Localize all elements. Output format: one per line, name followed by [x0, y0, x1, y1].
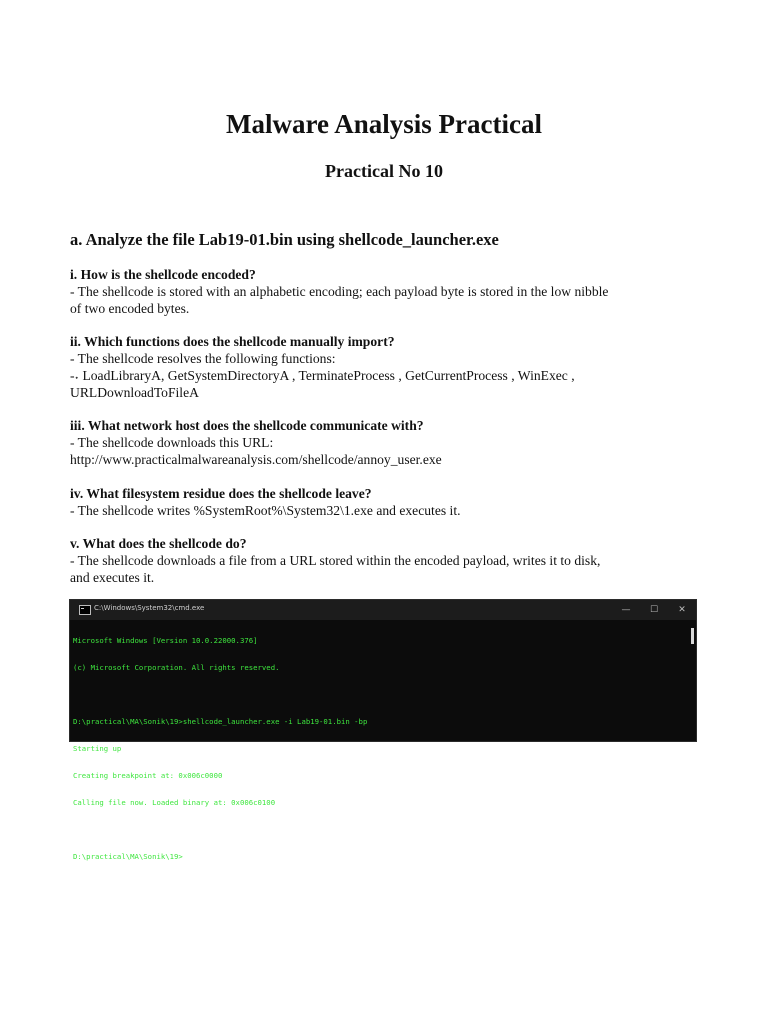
terminal-line-2: (c) Microsoft Corporation. All rights reserved.	[73, 663, 280, 672]
question-block-5	[70, 535, 695, 586]
terminal-title: C:\Windows\System32\cmd.exe	[94, 604, 205, 612]
cmd-icon	[79, 605, 91, 615]
terminal-line-6: Creating breakpoint at: 0x006c0000	[73, 771, 223, 780]
terminal-line-9: D:\practical\MA\Sonik\19>	[73, 852, 183, 861]
document-title: Malware Analysis Practical	[226, 109, 542, 139]
terminal-scroll-thumb[interactable]	[691, 628, 694, 644]
question-4: iv. What filesystem residue does the shellcode leave?	[70, 486, 372, 501]
maximize-button[interactable]: ☐	[649, 605, 659, 615]
question-5: v. What does the shellcode do?	[70, 536, 247, 551]
question-3: iii. What network host does the shellcode communicate with?	[70, 418, 424, 433]
answer-5-line-1: - The shellcode downloads a file from a URL stored within the encoded payload, writes it to disk,	[70, 553, 601, 568]
terminal-line-5: Starting up	[73, 744, 122, 753]
answer-2-line-3: URLDownloadToFileA	[70, 385, 199, 400]
question-block-2	[70, 333, 695, 401]
close-button[interactable]: ✕	[678, 605, 686, 615]
terminal-titlebar	[70, 600, 696, 620]
question-1: i. How is the shellcode encoded?	[70, 267, 256, 282]
answer-1-line-1: - The shellcode is stored with an alphabetic encoding; each payload byte is stored in the low nibble	[70, 284, 609, 299]
question-block-1	[70, 266, 695, 317]
answer-2-line-1: - The shellcode resolves the following functions:	[70, 351, 336, 366]
document-subtitle: Practical No 10	[325, 161, 443, 181]
question-block-4	[70, 485, 695, 519]
answer-1-line-2: of two encoded bytes.	[70, 301, 190, 316]
terminal-line-8	[73, 825, 684, 834]
answer-4-line-1: - The shellcode writes %SystemRoot%\System32\1.exe and executes it.	[70, 503, 461, 518]
terminal-line-1: Microsoft Windows [Version 10.0.22000.376]	[73, 636, 258, 645]
answer-2-line-2: -˖ LoadLibraryA, GetSystemDirectoryA , TerminateProcess , GetCurrentProcess , WinExec ,	[70, 368, 575, 383]
question-block-3	[70, 417, 695, 468]
answer-3-line-2: http://www.practicalmalwareanalysis.com/shellcode/annoy_user.exe	[70, 452, 442, 467]
terminal-scrollbar[interactable]	[690, 622, 694, 742]
terminal-line-7: Calling file now. Loaded binary at: 0x006c0100	[73, 798, 276, 807]
terminal-line-3	[73, 690, 684, 699]
terminal-line-4: D:\practical\MA\Sonik\19>shellcode_launcher.exe -i Lab19-01.bin -bp	[73, 717, 368, 726]
answer-5-line-2: and executes it.	[70, 570, 155, 585]
answer-3-line-1: - The shellcode downloads this URL:	[70, 435, 274, 450]
terminal-screenshot	[69, 599, 697, 861]
section-heading: a. Analyze the file Lab19-01.bin using shellcode_launcher.exe	[70, 230, 499, 249]
minimize-button[interactable]: —	[621, 605, 631, 615]
question-2: ii. Which functions does the shellcode manually import?	[70, 334, 395, 349]
terminal-output	[73, 618, 684, 879]
